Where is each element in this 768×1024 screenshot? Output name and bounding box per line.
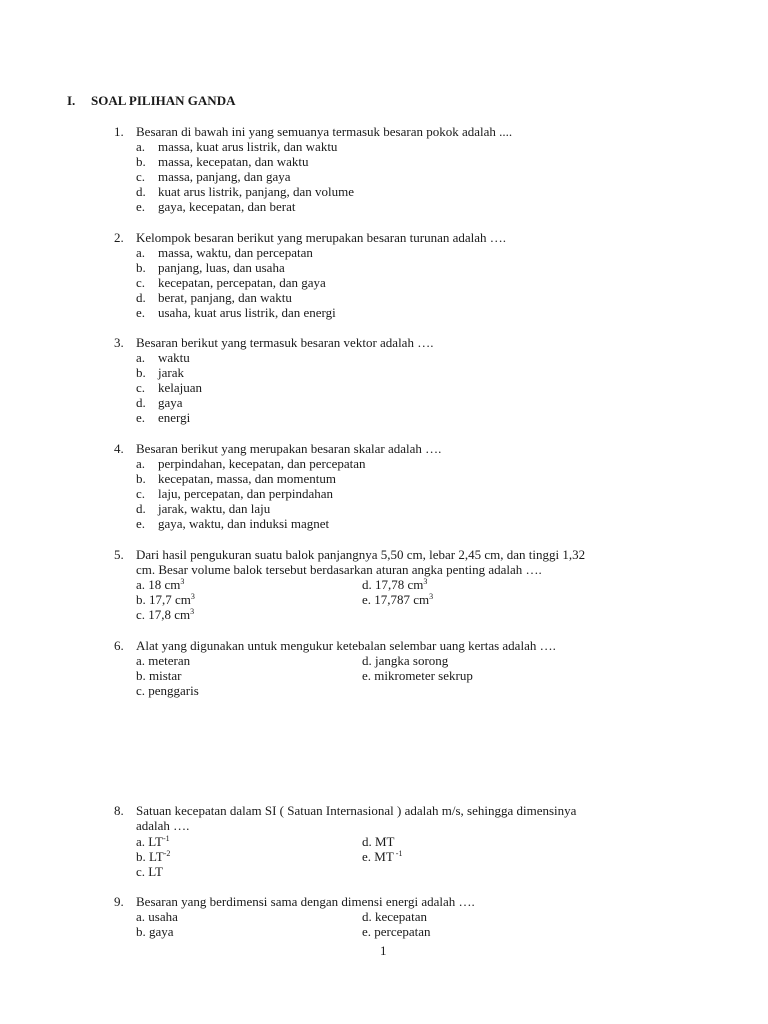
option-b (136, 592, 195, 607)
option-a (136, 577, 184, 592)
option-letter: e. (136, 199, 146, 214)
option-text: berat, panjang, dan waktu (158, 290, 292, 305)
option-letter: b. (136, 260, 146, 275)
option-text: gaya, kecepatan, dan berat (158, 199, 296, 214)
option-letter: a. (136, 139, 146, 154)
option-letter: e. (136, 410, 146, 425)
section-number: I. (67, 93, 76, 108)
option-text: panjang, luas, dan usaha (158, 260, 285, 275)
option-d: d. kecepatan (362, 909, 427, 924)
question-number: 1. (114, 124, 124, 139)
question-text: Besaran berikut yang termasuk besaran vektor adalah …. (136, 335, 434, 350)
question-text-line1: Dari hasil pengukuran suatu balok panjangnya 5,50 cm, lebar 2,45 cm, dan tinggi 1,32 (136, 547, 586, 562)
option-text: e. MT (362, 849, 394, 864)
option-text: gaya, waktu, dan induksi magnet (158, 516, 330, 531)
option-text: kelajuan (158, 380, 203, 395)
option-text: energi (158, 410, 191, 425)
option-letter: a. (136, 456, 146, 471)
option-superscript: 3 (180, 577, 185, 586)
option-text: usaha, kuat arus listrik, dan energi (158, 305, 336, 320)
option-letter: c. (136, 380, 146, 395)
option-c: c. LT (136, 864, 163, 879)
option-letter: d. (136, 184, 146, 199)
option-text: b. LT (136, 849, 164, 864)
option-d (362, 577, 427, 592)
option-letter: d. (136, 395, 146, 410)
question-number: 3. (114, 335, 124, 350)
question-number: 5. (114, 547, 124, 562)
option-text: perpindahan, kecepatan, dan percepatan (158, 456, 366, 471)
option-b: b. mistar (136, 668, 182, 683)
option-text: laju, percepatan, dan perpindahan (158, 486, 334, 501)
option-text: gaya (158, 395, 183, 410)
option-e: e. mikrometer sekrup (362, 668, 473, 683)
option-superscript: 3 (190, 607, 195, 616)
option-text: massa, kuat arus listrik, dan waktu (158, 139, 338, 154)
question-text-line2: cm. Besar volume balok tersebut berdasarkan aturan angka penting adalah …. (136, 562, 542, 577)
option-text: a. 18 cm (136, 577, 181, 592)
option-text: massa, kecepatan, dan waktu (158, 154, 309, 169)
option-text: massa, waktu, dan percepatan (158, 245, 313, 260)
question-text-line2: adalah …. (136, 818, 190, 833)
question-number: 8. (114, 803, 124, 818)
option-b: b. gaya (136, 924, 174, 939)
option-text: massa, panjang, dan gaya (158, 169, 291, 184)
option-e (362, 592, 433, 607)
option-superscript: 3 (429, 592, 434, 601)
option-superscript: 3 (423, 577, 428, 586)
option-superscript: -1 (393, 849, 403, 858)
question-text: Besaran yang berdimensi sama dengan dimensi energi adalah …. (136, 894, 475, 909)
option-c: c. penggaris (136, 683, 199, 698)
option-c (136, 607, 194, 622)
option-letter: c. (136, 275, 146, 290)
question-number: 9. (114, 894, 124, 909)
option-letter: a. (136, 245, 146, 260)
question-text-line1: Satuan kecepatan dalam SI ( Satuan Internasional ) adalah m/s, sehingga dimensinya (136, 803, 577, 818)
option-superscript: 3 (190, 592, 195, 601)
option-a (136, 834, 170, 849)
option-letter: d. (136, 290, 146, 305)
option-text: jarak (158, 365, 184, 380)
option-e (362, 849, 402, 864)
option-text: c. 17,8 cm (136, 607, 191, 622)
section-title: SOAL PILIHAN GANDA (91, 93, 236, 108)
question-number: 4. (114, 441, 124, 456)
option-text: jarak, waktu, dan laju (158, 501, 271, 516)
option-text: d. 17,78 cm (362, 577, 424, 592)
option-letter: b. (136, 365, 146, 380)
option-text: a. LT (136, 834, 163, 849)
option-b (136, 849, 170, 864)
option-letter: c. (136, 486, 146, 501)
option-superscript: -1 (162, 834, 170, 843)
question-number: 6. (114, 638, 124, 653)
option-letter: c. (136, 169, 146, 184)
option-letter: e. (136, 516, 146, 531)
option-text: e. 17,787 cm (362, 592, 430, 607)
option-text: b. 17,7 cm (136, 592, 191, 607)
option-letter: b. (136, 471, 146, 486)
page-number: 1 (380, 943, 387, 958)
option-text: kecepatan, percepatan, dan gaya (158, 275, 326, 290)
option-a: a. usaha (136, 909, 178, 924)
option-letter: e. (136, 305, 146, 320)
option-superscript: -2 (163, 849, 171, 858)
question-text: Kelompok besaran berikut yang merupakan besaran turunan adalah …. (136, 230, 507, 245)
option-a: a. meteran (136, 653, 191, 668)
option-text: kecepatan, massa, dan momentum (158, 471, 336, 486)
question-text: Alat yang digunakan untuk mengukur ketebalan selembar uang kertas adalah …. (136, 638, 556, 653)
option-d: d. jangka sorong (362, 653, 449, 668)
option-d: d. MT (362, 834, 395, 849)
question-number: 2. (114, 230, 124, 245)
option-text: waktu (158, 350, 190, 365)
option-letter: b. (136, 154, 146, 169)
option-letter: d. (136, 501, 146, 516)
option-e: e. percepatan (362, 924, 431, 939)
question-text: Besaran di bawah ini yang semuanya termasuk besaran pokok adalah .... (136, 124, 513, 139)
question-text: Besaran berikut yang merupakan besaran skalar adalah …. (136, 441, 442, 456)
option-letter: a. (136, 350, 146, 365)
option-text: kuat arus listrik, panjang, dan volume (158, 184, 355, 199)
